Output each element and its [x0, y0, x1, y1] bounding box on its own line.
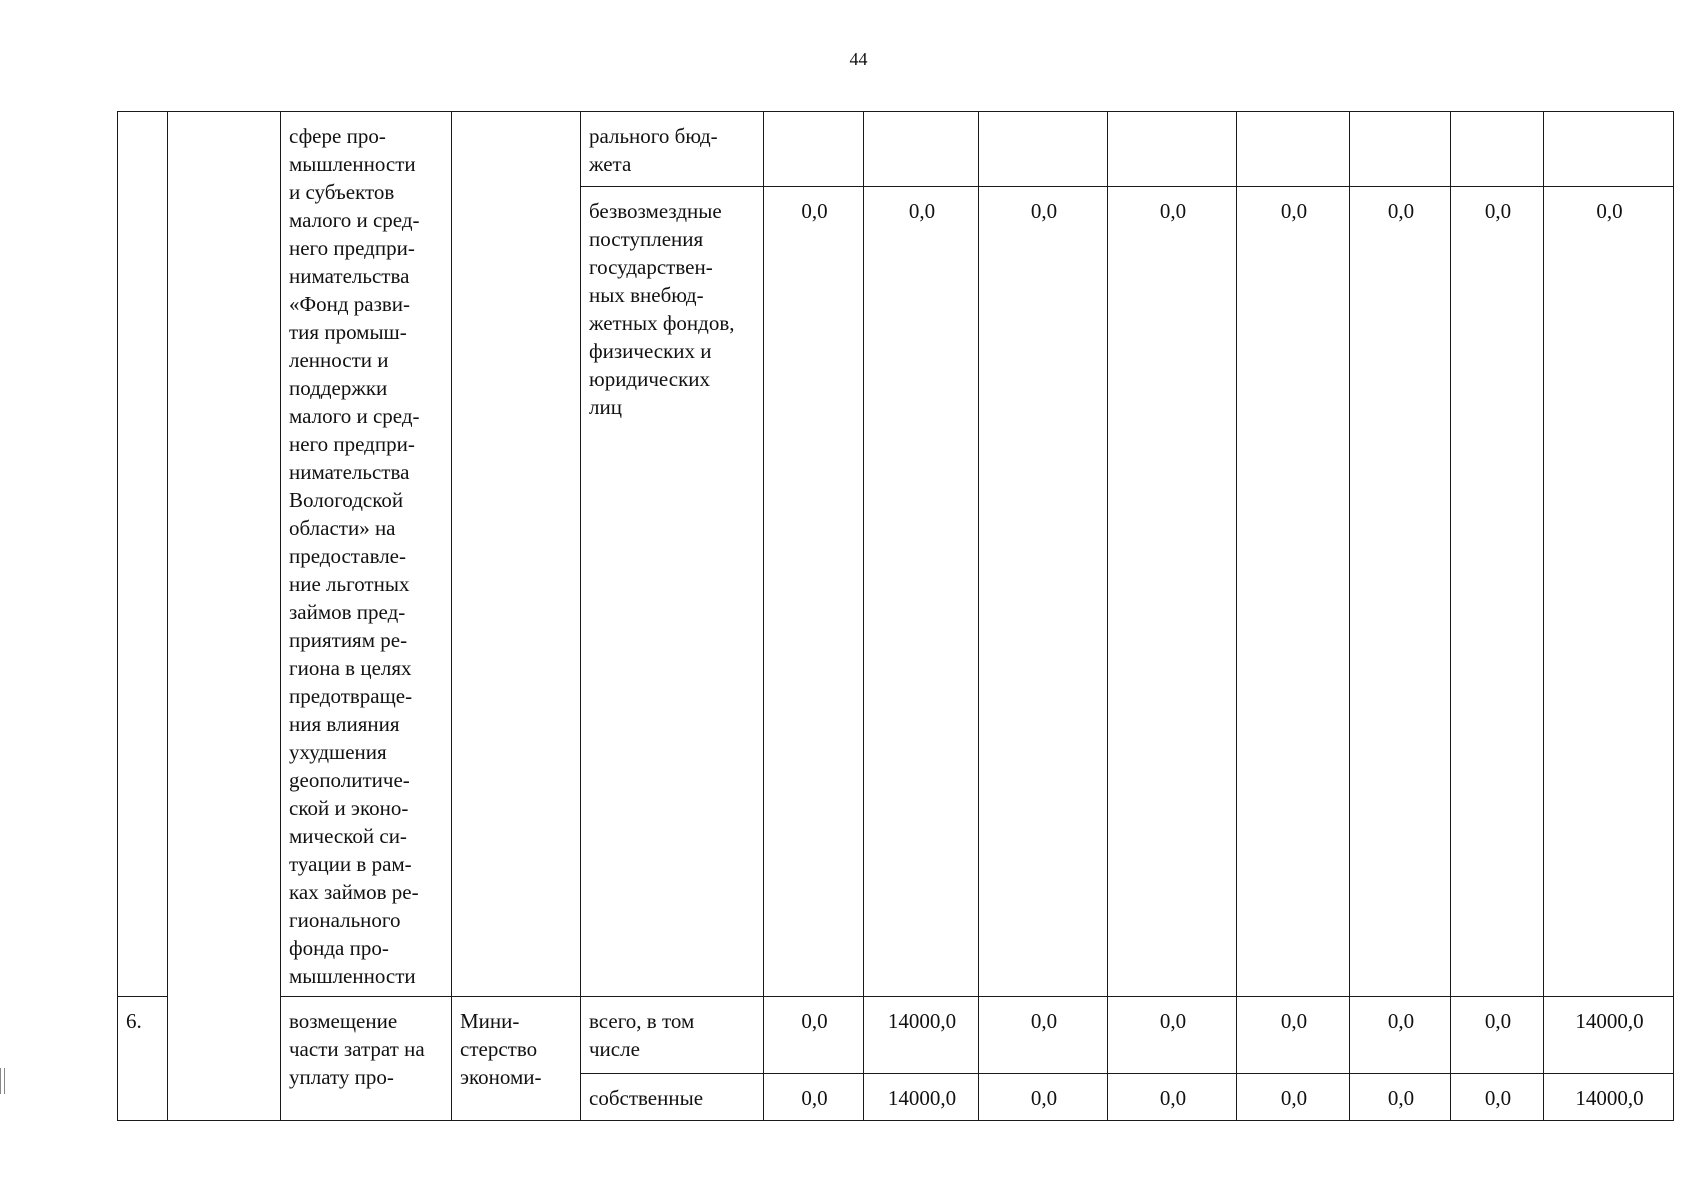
value-cell: 0,0 — [1451, 997, 1544, 1074]
value-cell: 0,0 — [1237, 997, 1350, 1074]
value-cell: 14000,0 — [1544, 1074, 1674, 1121]
table-row — [118, 997, 1674, 1074]
value-cell: 0,0 — [864, 187, 979, 997]
value-cell: 0,0 — [1350, 187, 1451, 997]
executor-cell — [452, 112, 581, 997]
value-cell: 0,0 — [1237, 187, 1350, 997]
value-cell: 0,0 — [1350, 1074, 1451, 1121]
funding-source-cell: безвозмездные поступления государствен- ных внебюд- жетных фондов, физических и юридических лиц — [581, 187, 764, 997]
value-cell: 0,0 — [1451, 1074, 1544, 1121]
value-cell: 14000,0 — [864, 997, 979, 1074]
value-cell — [864, 112, 979, 187]
value-cell — [1108, 112, 1237, 187]
funding-source-cell: собственные — [581, 1074, 764, 1121]
subprogram-cell — [168, 112, 281, 1121]
table-row — [118, 112, 1674, 187]
value-cell: 0,0 — [1108, 187, 1237, 997]
value-cell: 0,0 — [764, 1074, 864, 1121]
value-cell: 0,0 — [1451, 187, 1544, 997]
funding-source-cell: всего, в том числе — [581, 997, 764, 1074]
executor-cell: Мини- стерство экономи- — [452, 997, 581, 1121]
value-cell: 0,0 — [979, 1074, 1108, 1121]
value-cell: 0,0 — [979, 187, 1108, 997]
measure-name-cell: сфере про- мышленности и субъектов малого и сред- него предпри- нимательства «Фонд разви- тия промыш- ленности и поддержки малого и сред- него предпри- нимательства Вологодской области» на предоставле- ние льготных займов пред- приятиям ре- гиона в целях предотвраще- ния влияния ухудшения gеополитиче- ской и эконо- мической си- туации в рам- ках займов ре- гионального фонда про- мышленности — [281, 112, 452, 997]
value-cell — [1451, 112, 1544, 187]
budget-table — [117, 111, 1674, 1121]
value-cell — [979, 112, 1108, 187]
value-cell: 0,0 — [1350, 997, 1451, 1074]
page-number: 44 — [849, 49, 868, 69]
funding-source-cell: рального бюд- жета — [581, 112, 764, 187]
value-cell: 0,0 — [1237, 1074, 1350, 1121]
value-cell: 14000,0 — [1544, 997, 1674, 1074]
value-cell: 14000,0 — [864, 1074, 979, 1121]
value-cell: 0,0 — [979, 997, 1108, 1074]
measure-name-cell: возмещение части затрат на уплату про- — [281, 997, 452, 1121]
value-cell: 0,0 — [764, 187, 864, 997]
value-cell — [1350, 112, 1451, 187]
value-cell: 0,0 — [1108, 1074, 1237, 1121]
value-cell: 0,0 — [1544, 187, 1674, 997]
value-cell: 0,0 — [1108, 997, 1237, 1074]
index-cell: 6. — [118, 997, 168, 1121]
value-cell — [1237, 112, 1350, 187]
value-cell — [1544, 112, 1674, 187]
index-cell — [118, 112, 168, 997]
binding-mark — [0, 1068, 5, 1094]
value-cell: 0,0 — [764, 997, 864, 1074]
value-cell — [764, 112, 864, 187]
